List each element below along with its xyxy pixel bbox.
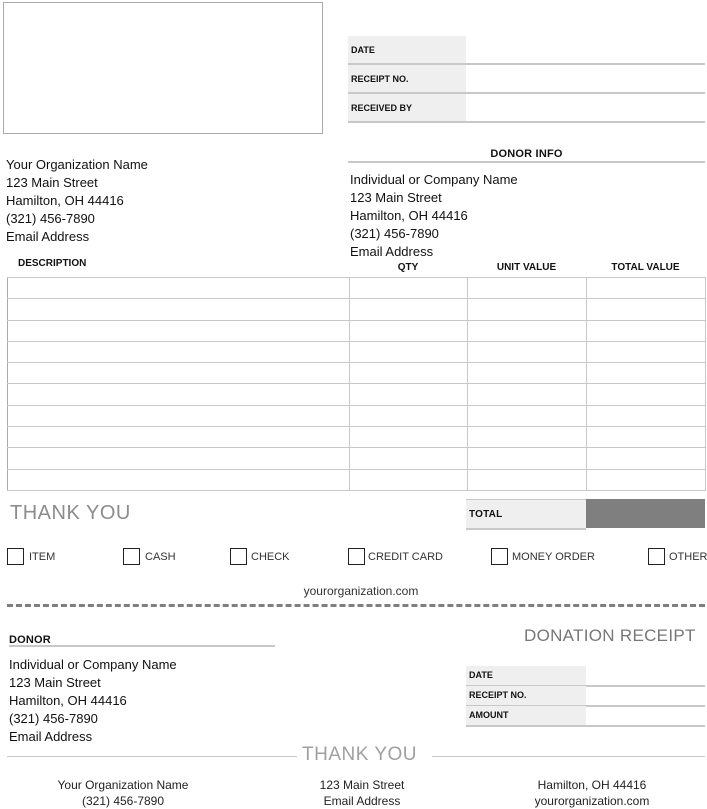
qty-cell[interactable]	[350, 384, 468, 405]
qty-cell[interactable]	[350, 405, 468, 426]
checkbox-item-label: ITEM	[29, 551, 56, 563]
table-row	[8, 448, 706, 469]
date-field[interactable]	[348, 36, 705, 65]
footer-col-1	[33, 777, 213, 809]
table-row	[8, 299, 706, 320]
qty-cell[interactable]	[350, 299, 468, 320]
unit-value-cell[interactable]	[468, 320, 587, 341]
total-value-cell[interactable]	[587, 299, 706, 320]
date-label: DATE	[351, 45, 375, 55]
total-value-cell[interactable]	[586, 499, 705, 528]
total-value-cell[interactable]	[587, 363, 706, 384]
checkbox-other[interactable]	[648, 548, 665, 565]
footer-org-phone: (321) 456-7890	[81, 794, 165, 808]
footer-org-name: Your Organization Name	[57, 778, 189, 792]
description-cell[interactable]	[8, 384, 350, 405]
stub-donor-address	[9, 656, 177, 746]
donor-city: Hamilton, OH 44416	[350, 208, 468, 223]
total-value-cell[interactable]	[587, 405, 706, 426]
total-value-cell[interactable]	[587, 427, 706, 448]
stub-receipt-no-field[interactable]	[466, 686, 705, 707]
checkbox-item[interactable]	[7, 548, 24, 565]
checkbox-check-label: CHECK	[251, 551, 290, 563]
total-value-cell[interactable]	[587, 448, 706, 469]
description-cell[interactable]	[8, 427, 350, 448]
qty-cell[interactable]	[350, 363, 468, 384]
stub-title: DONATION RECEIPT	[524, 626, 696, 645]
receipt-no-field[interactable]	[348, 65, 705, 94]
received-by-label: RECEIVED BY	[351, 103, 413, 113]
qty-cell[interactable]	[350, 278, 468, 299]
org-street: 123 Main Street	[6, 175, 98, 190]
donor-name: Individual or Company Name	[350, 172, 518, 187]
thank-you-rule-right	[432, 756, 705, 757]
thank-you-rule-left	[7, 756, 297, 757]
qty-cell[interactable]	[350, 320, 468, 341]
table-row	[8, 278, 706, 299]
total-value-cell[interactable]	[587, 469, 706, 490]
cut-line	[7, 604, 705, 607]
footer-col-2	[292, 777, 432, 809]
description-cell[interactable]	[8, 278, 350, 299]
qty-cell[interactable]	[350, 469, 468, 490]
total-value-cell[interactable]	[587, 278, 706, 299]
donation-items-table	[7, 277, 706, 491]
description-cell[interactable]	[8, 363, 350, 384]
checkbox-credit-card[interactable]	[348, 548, 365, 565]
qty-cell[interactable]	[350, 427, 468, 448]
table-row	[8, 363, 706, 384]
footer-org-email: Email Address	[323, 794, 401, 808]
stub-donor-street: 123 Main Street	[9, 675, 101, 690]
table-row	[8, 341, 706, 362]
unit-value-cell[interactable]	[468, 427, 587, 448]
org-name: Your Organization Name	[6, 157, 148, 172]
qty-cell[interactable]	[350, 448, 468, 469]
table-row	[8, 427, 706, 448]
donor-email: Email Address	[350, 244, 434, 259]
website: yourorganization.com	[303, 584, 419, 598]
unit-value-cell[interactable]	[468, 405, 587, 426]
unit-value-cell[interactable]	[468, 341, 587, 362]
donor-phone: (321) 456-7890	[350, 226, 439, 241]
stub-donor-email: Email Address	[9, 729, 93, 744]
checkbox-other-label: OTHER	[669, 551, 707, 563]
description-cell[interactable]	[8, 448, 350, 469]
thank-you-text: THANK YOU	[10, 502, 131, 524]
checkbox-cash-label: CASH	[145, 551, 176, 563]
table-row	[8, 405, 706, 426]
checkbox-money-order-label: MONEY ORDER	[512, 551, 595, 563]
stub-date-label: DATE	[469, 670, 493, 680]
org-email: Email Address	[6, 229, 90, 244]
stub-receipt-no-label: RECEIPT NO.	[469, 690, 527, 700]
description-cell[interactable]	[8, 320, 350, 341]
donor-info-heading-bar	[348, 144, 705, 163]
unit-value-cell[interactable]	[468, 278, 587, 299]
unit-value-cell[interactable]	[468, 384, 587, 405]
receipt-no-label: RECEIPT NO.	[351, 74, 409, 84]
checkbox-credit-card-label: CREDIT CARD	[368, 551, 443, 563]
qty-cell[interactable]	[350, 341, 468, 362]
unit-value-cell[interactable]	[468, 448, 587, 469]
checkbox-cash[interactable]	[123, 548, 140, 565]
description-cell[interactable]	[8, 299, 350, 320]
footer-col-3	[512, 777, 672, 809]
table-row	[8, 384, 706, 405]
total-label-cell	[466, 499, 586, 530]
total-label: TOTAL	[469, 509, 503, 520]
stub-donor-heading: DONOR	[9, 634, 51, 646]
logo-placeholder	[3, 2, 323, 134]
stub-amount-label: AMOUNT	[469, 710, 509, 720]
footer-org-city: Hamilton, OH 44416	[537, 778, 647, 792]
unit-value-cell[interactable]	[468, 469, 587, 490]
header-total-value: TOTAL VALUE	[611, 262, 680, 273]
header-description: DESCRIPTION	[18, 258, 87, 269]
checkbox-check[interactable]	[230, 548, 247, 565]
org-city: Hamilton, OH 44416	[6, 193, 124, 208]
description-cell[interactable]	[8, 405, 350, 426]
table-row	[8, 469, 706, 490]
stub-donor-heading-bar	[9, 630, 275, 647]
footer-org-website: yourorganization.com	[534, 794, 650, 808]
organization-address	[6, 156, 148, 246]
stub-donor-phone: (321) 456-7890	[9, 711, 98, 726]
total-value-cell[interactable]	[587, 320, 706, 341]
description-cell[interactable]	[8, 469, 350, 490]
header-unit-value: UNIT VALUE	[496, 262, 557, 273]
header-qty: QTY	[397, 262, 419, 273]
total-value-cell[interactable]	[587, 384, 706, 405]
table-row	[8, 320, 706, 341]
org-phone: (321) 456-7890	[6, 211, 95, 226]
stub-donor-name: Individual or Company Name	[9, 657, 177, 672]
stub-date-field[interactable]	[466, 666, 705, 687]
donor-info-heading: DONOR INFO	[490, 148, 563, 160]
received-by-field[interactable]	[348, 94, 705, 123]
description-cell[interactable]	[8, 341, 350, 362]
footer-org-street: 123 Main Street	[319, 778, 405, 792]
stub-donor-city: Hamilton, OH 44416	[9, 693, 127, 708]
stub-amount-field[interactable]	[466, 706, 705, 727]
unit-value-cell[interactable]	[468, 299, 587, 320]
donor-address	[350, 171, 518, 261]
stub-thank-you: THANK YOU	[302, 744, 418, 765]
total-value-cell[interactable]	[587, 341, 706, 362]
donor-street: 123 Main Street	[350, 190, 442, 205]
unit-value-cell[interactable]	[468, 363, 587, 384]
checkbox-money-order[interactable]	[491, 548, 508, 565]
